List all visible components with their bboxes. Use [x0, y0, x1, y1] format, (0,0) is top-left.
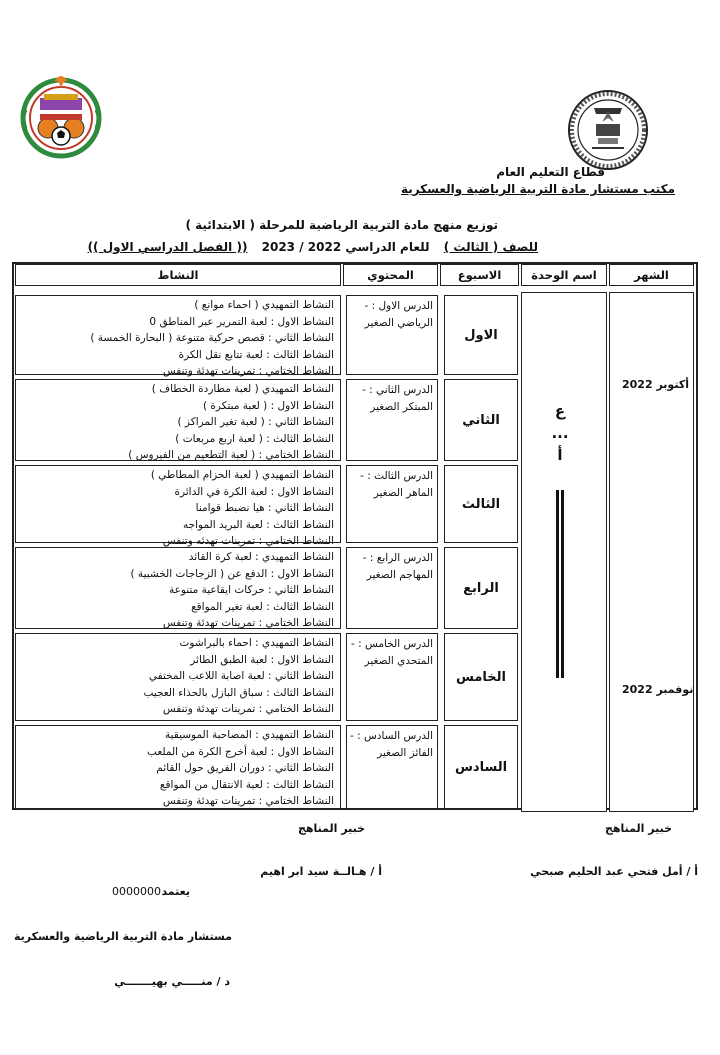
activity-line: النشاط الثالث : لعبة تتابع نقل الكرة [178, 348, 334, 361]
lesson-cell: الدرس الرابع : - المهاجم الصغير [346, 547, 438, 629]
activity-line: النشاط الختامي : تمرينات تهدئة وتنفس [162, 365, 334, 378]
header-unit: اسم الوحدة [521, 264, 607, 286]
activity-line: النشاط الثاني : قصص حركية متنوعة ( البحارة الخمسة ) [90, 332, 334, 345]
activities-cell [15, 465, 341, 548]
month-october: أكتوبر 2022 [622, 378, 689, 391]
activity-line: النشاط الثالث : ( لعبة اربع مربعات ) [175, 432, 334, 445]
activity-line: النشاط الاول : لعبة الطبق الطائر [190, 653, 334, 666]
activities-cell [15, 295, 341, 378]
activity-line: النشاط التمهيدي : احماء بالبراشوت [179, 637, 334, 649]
activity-line: النشاط الاول : الدفع عن ( الزجاجات الخشبية ) [130, 567, 334, 580]
expert-name-right: أ / أمل فتحي عبد الحليم صبحي [530, 865, 698, 878]
sports-club-logo [18, 70, 104, 162]
month-november: نوفمبر 2022 [622, 683, 694, 696]
lesson-cell: الدرس الاول : - الرياضي الصغير [346, 295, 438, 375]
document-title: توزيع منهج مادة التربية الرياضية للمرحلة ( الابتدائية ) [185, 218, 498, 232]
term-label: (( الفصل الدراسي الاول )) [87, 240, 248, 254]
expert-title-left: خبير المناهج [297, 822, 365, 835]
activities-cell [15, 379, 341, 461]
header-week: الاسبوع [440, 264, 519, 286]
header-month: الشهر [609, 264, 694, 286]
unit-bracket-line [556, 490, 564, 678]
month-column [609, 292, 694, 812]
activity-line: النشاط الثالث : لعبة البريد المواجه [182, 518, 334, 531]
office-name: مكتب مستشار مادة التربية الرياضية والعسكرية [400, 182, 675, 196]
lesson-cell: الدرس الثالث : - الماهر الصغير [346, 465, 438, 543]
activity-line: النشاط الختامي : تمرينات تهدئه وتنفس [162, 535, 334, 548]
week-cell: السادس [444, 725, 518, 809]
activities-cell [15, 547, 341, 629]
activity-line: النشاط الثالث : سباق البازل بالحذاء العجيب [143, 686, 334, 699]
header-activity: النشاط [15, 264, 341, 286]
activities-cell [15, 633, 341, 721]
activity-line: النشاط الثالث : لعبة الانتقال من المواقع [159, 778, 334, 791]
activity-line: النشاط الختامي : تمرينات تهدئة وتنفس [162, 795, 334, 808]
activities-cell [15, 725, 341, 809]
activity-line: النشاط الاول : لعبة أخرج الكرة من الملعب [147, 745, 334, 758]
week-cell: الثاني [444, 379, 518, 461]
lesson-cell: الدرس السادس : - الفائز الصغير [346, 725, 438, 809]
activity-line: النشاط التمهيدي : لعبة كرة القائد [188, 551, 334, 563]
activity-line: النشاط الاول : لعبة الكرة في الدائرة [174, 485, 334, 498]
activity-line: النشاط الثاني : هيا نضبط قوامنا [195, 502, 334, 515]
class-label: للصف ( الثالث ) [443, 240, 538, 254]
activity-line: النشاط التمهيدي ( لعبة مطاردة الخطاف ) [151, 383, 334, 395]
ministry-of-education-seal [562, 88, 654, 172]
activity-line: النشاط الثاني : دوران الفريق حول القائم [156, 762, 334, 775]
week-cell: الاول [444, 295, 518, 375]
unit-name: ع ... أ [551, 402, 569, 464]
activity-line: النشاط الاول : ( لعبة مبتكرة ) [202, 399, 334, 412]
week-cell: الرابع [444, 547, 518, 629]
activity-line: النشاط التمهيدي : المصاحبة الموسيقية [164, 729, 334, 741]
consultant-signature: د / منـــــي بهيـــــــي [114, 975, 230, 988]
activity-line: النشاط الختامي : ( لعبة التطعيم من الفيروس ) [128, 449, 334, 462]
consultant-title: مستشار مادة التربية الرياضية والعسكرية [13, 930, 232, 943]
week-cell: الخامس [444, 633, 518, 721]
activity-line: النشاط الاول : لعبة التمرير عبر المناطق 0 [149, 315, 334, 328]
activity-line: النشاط الختامي : تمرينات تهدئة وتنفس [162, 617, 334, 630]
activity-line: النشاط التمهيدي ( لعبة الحزام المطاطي ) [150, 469, 334, 481]
expert-title-right: خبير المناهج [604, 822, 672, 835]
lesson-cell: الدرس الثاني : - المبتكر الصغير [346, 379, 438, 461]
approval-label: يعتمد [161, 885, 190, 898]
approval-number: 0000000 [112, 885, 161, 898]
header-content: المحتوي [343, 264, 438, 286]
expert-name-left: أ / هـالــة سيد ابر اهيم [260, 865, 382, 878]
activity-line: النشاط الثاني : حركات ايقاعية متنوعة [168, 584, 334, 597]
activity-line: النشاط التمهيدي ( احماء موانع ) [194, 299, 334, 311]
week-cell: الثالث [444, 465, 518, 543]
unit-column [521, 292, 607, 812]
activity-line: النشاط الثاني : ( لعبة تغير المراكز ) [177, 416, 334, 429]
academic-year: للعام الدراسي 2022 / 2023 [261, 240, 430, 254]
activity-line: النشاط الختامي : تمرينات تهدئة وتنفس [162, 703, 334, 716]
sector-name: قطاع التعليم العام [496, 165, 605, 179]
activity-line: النشاط الثالث : لعبة تغير المواقع [191, 600, 334, 613]
activity-line: النشاط الثاني : لعبة اصابة اللاعب المختفي [148, 670, 334, 683]
lesson-cell: الدرس الخامس : - المتحدي الصغير [346, 633, 438, 721]
class-year-line [78, 240, 538, 254]
